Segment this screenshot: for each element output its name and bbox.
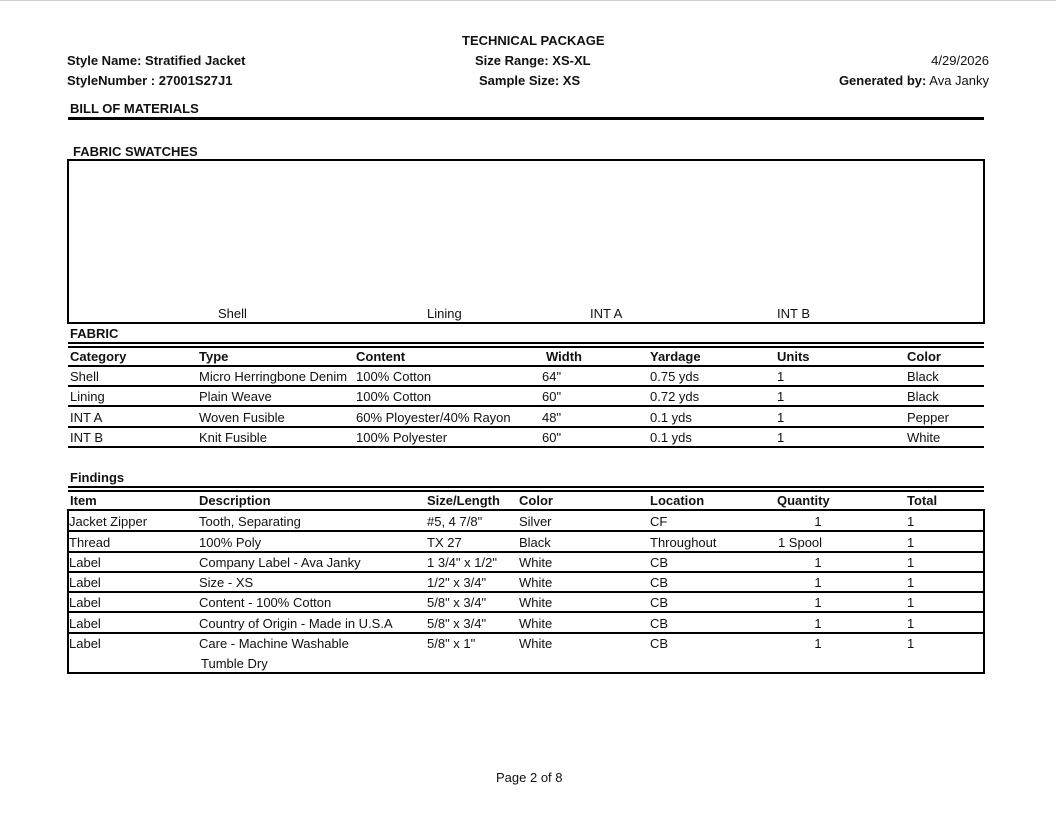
table-row <box>68 446 984 448</box>
table-cell: 1 <box>907 595 915 610</box>
swatches-title: FABRIC SWATCHES <box>73 144 198 159</box>
table-cell: Throughout <box>650 535 717 550</box>
table-cell: 1 <box>814 636 822 651</box>
sample-size: Sample Size: XS <box>479 73 581 88</box>
table-cell: White <box>519 595 553 610</box>
table-cell: CF <box>650 514 668 529</box>
findings-col-total: Total <box>907 493 938 508</box>
swatch-label-int-b: INT B <box>777 306 810 321</box>
findings-col-item: Item <box>70 493 97 508</box>
table-cell: Label <box>69 636 101 651</box>
findings-col-description: Description <box>199 493 271 508</box>
fabric-col-units: Units <box>777 349 810 364</box>
table-cell: 5/8" x 3/4" <box>427 595 487 610</box>
table-cell: Black <box>907 389 939 404</box>
page-top-border <box>0 0 1056 1</box>
table-cell: Pepper <box>907 410 949 425</box>
fabric-col-category: Category <box>70 349 127 364</box>
findings-col-size: Size/Length <box>427 493 500 508</box>
table-cell: 1 <box>777 369 785 384</box>
table-cell: 60" <box>542 430 562 445</box>
table-cell: Shell <box>70 369 99 384</box>
table-row <box>68 405 984 407</box>
table-cell: 100% Polyester <box>356 430 448 445</box>
table-cell: INT A <box>70 410 103 425</box>
table-cell: 1 <box>777 410 785 425</box>
table-row <box>67 591 985 593</box>
generated-by-label: Generated by: <box>838 73 927 88</box>
swatches-box <box>67 159 985 324</box>
table-cell: Label <box>69 595 101 610</box>
table-cell: 1 <box>907 555 915 570</box>
fabric-col-width: Width <box>546 349 582 364</box>
document-title: TECHNICAL PACKAGE <box>462 33 605 48</box>
table-cell: 1 <box>814 595 822 610</box>
fabric-title: FABRIC <box>70 326 119 341</box>
table-cell: 60" <box>542 389 562 404</box>
table-cell: Plain Weave <box>199 389 272 404</box>
table-cell: Woven Fusible <box>199 410 285 425</box>
table-cell: 0.75 yds <box>650 369 700 384</box>
table-cell: Label <box>69 616 101 631</box>
table-cell: 0.72 yds <box>650 389 700 404</box>
table-cell: 1 <box>907 616 915 631</box>
table-cell: Thread <box>69 535 111 550</box>
table-cell: 1 <box>814 575 822 590</box>
table-cell: Lining <box>70 389 105 404</box>
table-cell: CB <box>650 636 669 651</box>
table-cell: White <box>519 575 553 590</box>
table-cell: TX 27 <box>427 535 462 550</box>
table-cell: 100% Cotton <box>356 389 432 404</box>
table-cell: 5/8" x 3/4" <box>427 616 487 631</box>
swatch-label-lining: Lining <box>427 306 462 321</box>
table-cell: 1 <box>814 555 822 570</box>
table-cell: INT B <box>70 430 103 445</box>
fabric-top-line-1 <box>68 342 984 344</box>
table-cell: CB <box>650 595 669 610</box>
page-number: Page 2 of 8 <box>496 770 563 785</box>
table-cell: Label <box>69 555 101 570</box>
table-row <box>67 571 985 573</box>
table-cell: 100% Cotton <box>356 369 432 384</box>
table-cell: White <box>519 555 553 570</box>
table-cell: 60% Ployester/40% Rayon <box>356 410 511 425</box>
table-cell: CB <box>650 575 669 590</box>
findings-col-location: Location <box>650 493 705 508</box>
table-cell: Knit Fusible <box>199 430 267 445</box>
table-row <box>67 632 985 634</box>
table-cell: 64" <box>542 369 562 384</box>
table-cell: 0.1 yds <box>650 430 692 445</box>
swatch-label-shell: Shell <box>218 306 247 321</box>
table-row <box>67 530 985 532</box>
findings-top-line-1 <box>68 486 984 488</box>
table-cell: Micro Herringbone Denim <box>199 369 348 384</box>
table-cell: Jacket Zipper <box>69 514 148 529</box>
table-cell: Country of Origin - Made in U.S.A <box>199 616 393 631</box>
table-cell: 1 <box>907 514 915 529</box>
section-divider <box>68 117 984 120</box>
table-cell: 1 <box>814 514 822 529</box>
style-number: StyleNumber : 27001S27J1 <box>67 73 233 88</box>
table-cell: 1 Spool <box>777 535 823 550</box>
table-cell: Size - XS <box>199 575 254 590</box>
table-cell: 1 <box>777 430 785 445</box>
fabric-col-type: Type <box>199 349 229 364</box>
table-cell: White <box>519 616 553 631</box>
style-name: Style Name: Stratified Jacket <box>67 53 246 68</box>
table-cell: 1 <box>777 389 785 404</box>
table-cell: CB <box>650 616 669 631</box>
table-cell: 1 <box>907 535 915 550</box>
table-cell: 0.1 yds <box>650 410 692 425</box>
findings-header-line <box>67 509 985 511</box>
table-cell-continuation: Tumble Dry <box>201 656 268 671</box>
table-cell: Content - 100% Cotton <box>199 595 332 610</box>
findings-col-color: Color <box>519 493 553 508</box>
table-cell: Care - Machine Washable <box>199 636 349 651</box>
table-cell: Black <box>907 369 939 384</box>
table-cell: 5/8" x 1" <box>427 636 476 651</box>
fabric-col-color: Color <box>907 349 941 364</box>
table-row <box>67 551 985 553</box>
findings-bottom-line <box>67 672 985 674</box>
generated-by-name: Ava Janky <box>926 73 989 88</box>
findings-col-quantity: Quantity <box>777 493 830 508</box>
table-cell: 48" <box>542 410 562 425</box>
table-cell: 1 <box>907 636 915 651</box>
table-cell: #5, 4 7/8" <box>427 514 483 529</box>
table-cell: Black <box>519 535 551 550</box>
fabric-col-yardage: Yardage <box>650 349 701 364</box>
fabric-top-line-2 <box>68 346 984 348</box>
table-cell: White <box>907 430 941 445</box>
table-cell: Label <box>69 575 101 590</box>
table-cell: 1 <box>907 575 915 590</box>
table-cell: 1 3/4" x 1/2" <box>427 555 497 570</box>
table-cell: Tooth, Separating <box>199 514 301 529</box>
fabric-col-content: Content <box>356 349 406 364</box>
generated-by <box>839 73 989 88</box>
table-cell: 1 <box>814 616 822 631</box>
document-date: 4/29/2026 <box>931 53 989 68</box>
table-cell: Company Label - Ava Janky <box>199 555 361 570</box>
table-cell: Silver <box>519 514 552 529</box>
fabric-header-line <box>68 365 984 367</box>
table-cell: White <box>519 636 553 651</box>
swatch-label-int-a: INT A <box>590 306 623 321</box>
table-row <box>68 385 984 387</box>
table-cell: 100% Poly <box>199 535 262 550</box>
size-range: Size Range: XS-XL <box>475 53 591 68</box>
table-row <box>68 426 984 428</box>
findings-title: Findings <box>70 470 125 485</box>
table-cell: 1/2" x 3/4" <box>427 575 487 590</box>
findings-top-line-2 <box>68 490 984 492</box>
table-cell: CB <box>650 555 669 570</box>
table-row <box>67 611 985 613</box>
section-title: BILL OF MATERIALS <box>70 101 199 116</box>
